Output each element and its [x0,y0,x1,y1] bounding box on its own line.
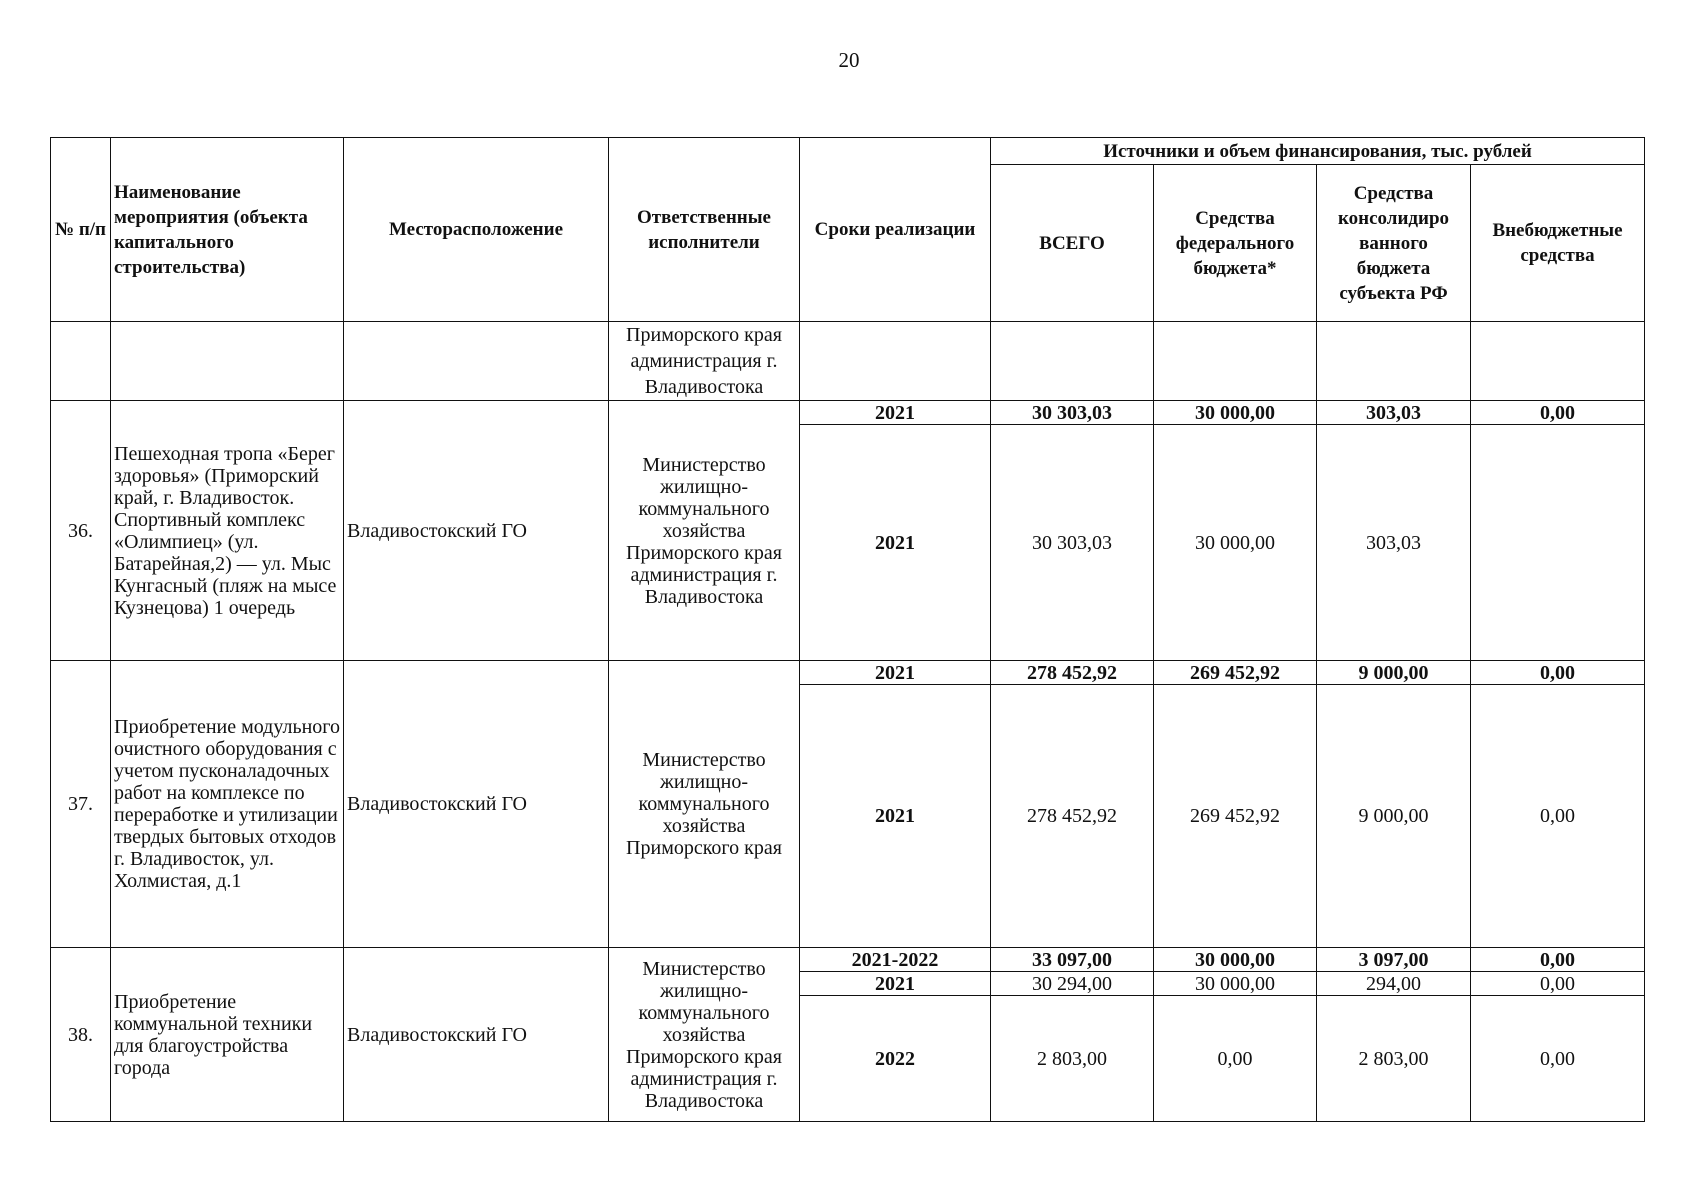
summary-federal: 30 000,00 [1154,948,1317,972]
header-sources: Источники и объем финансирования, тыс. рублей [991,138,1645,165]
header-extra: Внебюджетные средства [1471,165,1645,322]
summary-federal: 269 452,92 [1154,661,1317,685]
detail-year: 2021 [800,972,991,996]
row-name: Пешеходная тропа «Берег здоровья» (Приморский край, г. Владивосток. Спортивный комплекс «Олимпиец» (ул. Батарейная,2) — ул. Мыс Кунгасный (пляж на мысе Кузнецова) 1 очередь [111,401,344,661]
row-name: Приобретение коммунальной техники для благоустройства города [111,948,344,1122]
row-num: 37. [51,661,111,948]
continuation-executors: Приморского края администрация г. Владивостока [609,322,800,401]
summary-year: 2021 [800,401,991,425]
detail-total: 278 452,92 [991,685,1154,948]
detail-regional: 2 803,00 [1317,996,1471,1122]
continuation-row [51,322,1645,401]
header-terms: Сроки реализации [800,138,991,322]
row-location: Владивостокский ГО [344,948,609,1122]
summary-regional: 3 097,00 [1317,948,1471,972]
detail-year: 2021 [800,425,991,661]
row-num: 36. [51,401,111,661]
detail-federal: 30 000,00 [1154,425,1317,661]
detail-extra: 0,00 [1471,972,1645,996]
detail-federal: 269 452,92 [1154,685,1317,948]
header-location: Месторасположение [344,138,609,322]
header-num: № п/п [51,138,111,322]
table-row [51,948,1645,972]
table-row [51,401,1645,425]
summary-year: 2021 [800,661,991,685]
page-number: 20 [838,48,860,72]
header-name: Наименование мероприятия (объекта капитального строительства) [111,138,344,322]
financing-table [50,137,1645,1122]
row-location: Владивостокский ГО [344,401,609,661]
row-executors: Министерство жилищно-коммунального хозяйства Приморского края администрация г. Владивостока [609,401,800,661]
summary-regional: 303,03 [1317,401,1471,425]
row-num: 38. [51,948,111,1122]
header-regional: Средства консолидиро ванного бюджета субъекта РФ [1317,165,1471,322]
row-executors: Министерство жилищно-коммунального хозяйства Приморского края администрация г. Владивостока [609,948,800,1122]
summary-extra: 0,00 [1471,948,1645,972]
summary-regional: 9 000,00 [1317,661,1471,685]
summary-year: 2021-2022 [800,948,991,972]
row-location: Владивостокский ГО [344,661,609,948]
row-executors: Министерство жилищно-коммунального хозяйства Приморского края [609,661,800,948]
detail-regional: 9 000,00 [1317,685,1471,948]
summary-federal: 30 000,00 [1154,401,1317,425]
detail-total: 2 803,00 [991,996,1154,1122]
detail-total: 30 294,00 [991,972,1154,996]
detail-federal: 30 000,00 [1154,972,1317,996]
summary-total: 278 452,92 [991,661,1154,685]
detail-regional: 294,00 [1317,972,1471,996]
detail-federal: 0,00 [1154,996,1317,1122]
summary-total: 30 303,03 [991,401,1154,425]
detail-total: 30 303,03 [991,425,1154,661]
header-federal: Средства федерального бюджета* [1154,165,1317,322]
header-row-1 [51,138,1645,165]
table-row [51,661,1645,685]
detail-extra: 0,00 [1471,996,1645,1122]
header-executors: Ответственные исполнители [609,138,800,322]
row-name: Приобретение модульного очистного оборудования с учетом пусконаладочных работ на комплексе по переработке и утилизации твердых бытовых отходов г. Владивосток, ул. Холмистая, д.1 [111,661,344,948]
summary-extra: 0,00 [1471,661,1645,685]
summary-total: 33 097,00 [991,948,1154,972]
detail-year: 2021 [800,685,991,948]
detail-year: 2022 [800,996,991,1122]
header-total: ВСЕГО [991,165,1154,322]
detail-regional: 303,03 [1317,425,1471,661]
summary-extra: 0,00 [1471,401,1645,425]
detail-extra [1471,425,1645,661]
detail-extra: 0,00 [1471,685,1645,948]
